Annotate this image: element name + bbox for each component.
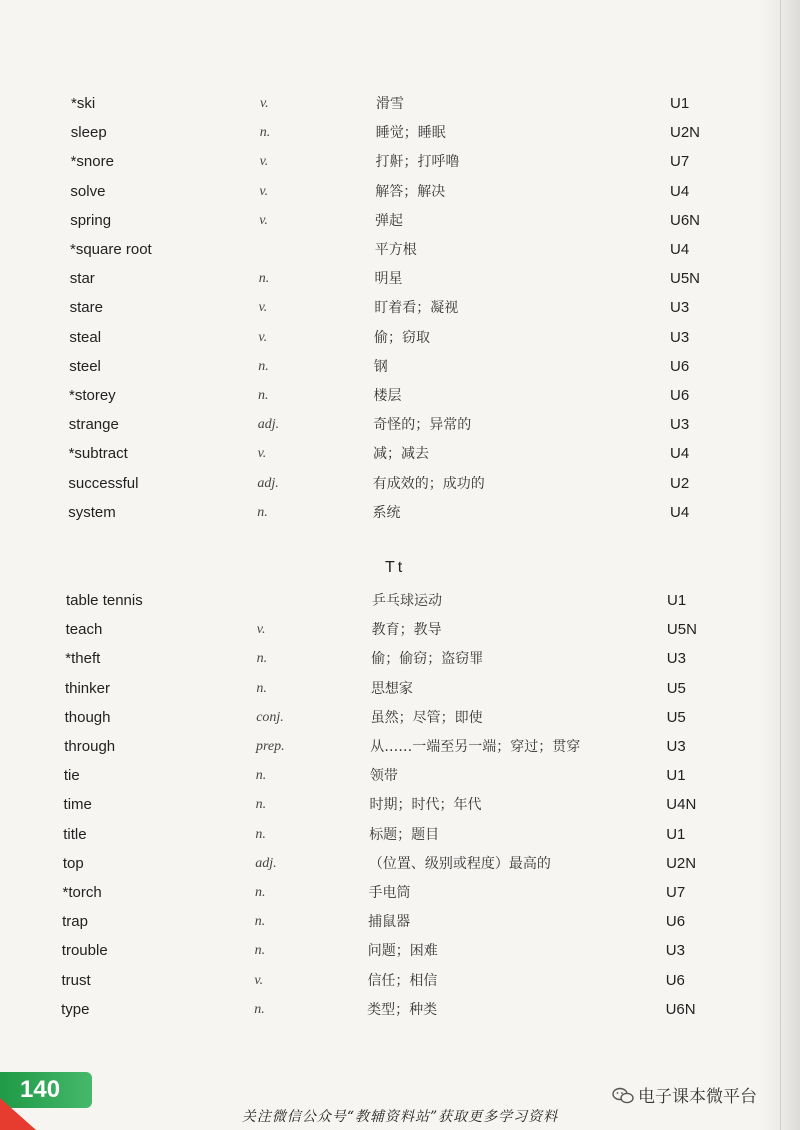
entry-part-of-speech: n. — [255, 797, 267, 813]
entry-unit: U2N — [670, 124, 701, 142]
glossary-entry — [0, 471, 800, 497]
glossary-entry — [0, 909, 800, 935]
glossary-entry — [0, 383, 800, 409]
entry-unit: U6 — [665, 913, 686, 931]
page-number-badge: 140 — [0, 1072, 92, 1108]
watermark — [612, 1082, 757, 1107]
entry-meaning: （位置、级别或程度）最高的 — [368, 855, 551, 872]
entry-word: table tennis — [66, 592, 143, 609]
entry-unit: U7 — [670, 153, 690, 171]
entry-part-of-speech: n. — [258, 358, 269, 374]
glossary-entry — [0, 734, 800, 760]
glossary-entry — [0, 354, 800, 380]
entry-meaning: 手电筒 — [368, 885, 411, 901]
entry-word: *subtract — [68, 445, 128, 463]
entry-word: through — [64, 738, 116, 755]
entry-part-of-speech: conj. — [256, 709, 284, 725]
entry-meaning: 问题；困难 — [367, 943, 438, 960]
entry-unit: U6N — [665, 1000, 696, 1018]
entry-word: solve — [70, 182, 106, 200]
entry-word: thinker — [64, 679, 110, 697]
entry-unit: U6 — [670, 387, 690, 404]
glossary-entry — [0, 325, 800, 351]
glossary-entry — [0, 588, 800, 614]
entry-meaning: 乒乓球运动 — [372, 593, 442, 609]
entry-part-of-speech: adj. — [257, 475, 279, 491]
entry-word: system — [68, 503, 116, 521]
entry-part-of-speech: prep. — [256, 739, 285, 754]
entry-unit: U6 — [665, 971, 685, 989]
entry-unit: U4 — [670, 182, 690, 200]
entry-part-of-speech: v. — [257, 446, 267, 462]
glossary-entry — [0, 705, 800, 731]
entry-unit: U1 — [666, 767, 686, 785]
entry-meaning: 偷；偷窃；盗窃罪 — [371, 651, 484, 668]
entry-word: steal — [69, 328, 102, 346]
entry-unit: U1 — [666, 825, 686, 843]
entry-word: *square root — [70, 241, 152, 258]
entry-unit: U3 — [670, 416, 690, 434]
entry-part-of-speech: n. — [255, 768, 267, 784]
glossary-entry — [0, 120, 800, 146]
glossary-entry — [0, 792, 800, 818]
entry-unit: U7 — [666, 884, 686, 901]
entry-meaning: 类型；种类 — [367, 1001, 438, 1018]
entry-part-of-speech: n. — [258, 388, 269, 403]
entry-meaning: 领带 — [369, 768, 398, 785]
entry-word: teach — [65, 621, 103, 639]
entry-unit: U6N — [670, 211, 701, 229]
entry-part-of-speech: v. — [260, 96, 269, 111]
entry-meaning: 明星 — [374, 271, 403, 288]
entry-meaning: 捕鼠器 — [368, 914, 411, 931]
entry-part-of-speech: n. — [256, 680, 267, 696]
entry-unit: U5N — [666, 621, 697, 639]
entry-word: successful — [68, 474, 139, 492]
wechat-icon — [612, 1087, 634, 1105]
entry-word: top — [62, 854, 84, 872]
entry-part-of-speech: n. — [258, 271, 270, 287]
entry-part-of-speech: n. — [254, 914, 266, 930]
entry-word: *theft — [65, 650, 101, 668]
glossary-entry — [0, 822, 800, 848]
entry-unit: U3 — [665, 942, 685, 960]
entry-part-of-speech: n. — [254, 943, 266, 959]
entry-word: tie — [63, 767, 80, 785]
entry-word: spring — [70, 211, 112, 229]
entry-unit: U5N — [670, 270, 701, 288]
entry-meaning: 偷；窃取 — [374, 329, 430, 346]
entry-meaning: 解答；解决 — [375, 183, 446, 200]
entry-meaning: 盯着看；凝视 — [374, 300, 459, 317]
entry-unit: U3 — [670, 299, 690, 317]
entry-unit: U4 — [670, 503, 690, 521]
entry-meaning: 系统 — [372, 504, 401, 521]
entry-word: *storey — [69, 387, 116, 404]
watermark-text: 电子课本微平台 — [638, 1087, 757, 1107]
glossary-entry — [0, 295, 800, 321]
entry-meaning: 弹起 — [375, 212, 403, 229]
glossary-entry — [0, 266, 800, 292]
entry-unit: U3 — [670, 328, 690, 346]
entry-word: *torch — [62, 884, 102, 901]
entry-word: steel — [69, 357, 101, 375]
entry-unit: U2N — [666, 854, 697, 872]
glossary-entry — [0, 441, 800, 467]
entry-part-of-speech: v. — [259, 183, 269, 199]
glossary-entry — [0, 208, 800, 234]
entry-unit: U1 — [670, 95, 690, 112]
entry-meaning: 打鼾；打呼噜 — [375, 154, 460, 171]
entry-unit: U3 — [666, 650, 686, 668]
entry-word: though — [64, 708, 111, 726]
entry-word: star — [69, 270, 95, 288]
entry-meaning: 平方根 — [374, 242, 417, 258]
entry-meaning: 标题；题目 — [369, 826, 440, 843]
entry-meaning: 减；减去 — [373, 446, 429, 463]
entry-unit: U4 — [670, 445, 690, 463]
glossary-entry — [0, 91, 800, 117]
glossary-entry — [0, 149, 800, 175]
entry-part-of-speech: n. — [255, 885, 266, 900]
entry-part-of-speech: v. — [254, 972, 264, 988]
glossary-entry — [0, 968, 800, 994]
glossary-entry — [0, 237, 800, 263]
entry-meaning: 教育；教导 — [371, 622, 442, 639]
entry-part-of-speech: v. — [259, 212, 268, 228]
entry-part-of-speech: adj. — [255, 855, 277, 871]
glossary-entry — [0, 500, 800, 526]
entry-unit: U5 — [666, 679, 686, 697]
entry-word: sleep — [70, 124, 107, 142]
entry-word: type — [61, 1000, 90, 1018]
section-heading: Tt — [385, 559, 406, 576]
entry-word: stare — [69, 299, 103, 317]
entry-part-of-speech: adj. — [257, 417, 280, 433]
entry-word: time — [63, 796, 92, 814]
glossary-entry — [0, 617, 800, 643]
entry-unit: U4 — [670, 241, 690, 258]
glossary-entry — [0, 676, 800, 702]
entry-part-of-speech: n. — [255, 826, 266, 842]
entry-part-of-speech: v. — [256, 622, 266, 638]
entry-meaning: 时期；时代；年代 — [369, 797, 482, 814]
entry-word: trust — [61, 971, 91, 989]
entry-word: *snore — [70, 153, 114, 171]
entry-word: strange — [68, 416, 119, 434]
entry-meaning: 奇怪的；异常的 — [373, 417, 472, 434]
entry-word: trouble — [61, 942, 108, 960]
glossary-entry — [0, 997, 800, 1023]
glossary-entry — [0, 880, 800, 906]
entry-meaning: 楼层 — [373, 388, 402, 404]
glossary-entry — [0, 851, 800, 877]
entry-part-of-speech: v. — [258, 300, 268, 316]
entry-meaning: 信任；相信 — [367, 972, 438, 989]
entry-word: trap — [62, 913, 88, 931]
entry-unit: U5 — [666, 708, 686, 726]
entry-word: *ski — [71, 95, 96, 112]
entry-word: title — [63, 825, 87, 843]
glossary-entry — [0, 412, 800, 438]
entry-unit: U3 — [666, 738, 686, 755]
glossary-entry — [0, 179, 800, 205]
entry-part-of-speech: n. — [259, 125, 271, 141]
entry-part-of-speech: n. — [256, 651, 268, 667]
entry-meaning: 有成效的；成功的 — [372, 475, 485, 492]
entry-meaning: 虽然；尽管；即使 — [370, 709, 483, 726]
entry-part-of-speech: n. — [254, 1001, 265, 1017]
footer-note: 关注微信公众号“教辅资料站”获取更多学习资料 — [241, 1109, 559, 1125]
glossary-entry — [0, 646, 800, 672]
entry-meaning: 思想家 — [370, 680, 413, 697]
entry-part-of-speech: v. — [258, 329, 268, 345]
entry-meaning: 滑雪 — [376, 96, 404, 112]
entry-meaning: 睡觉；睡眠 — [375, 125, 446, 142]
entry-unit: U6 — [670, 357, 690, 375]
entry-part-of-speech: v. — [259, 154, 269, 170]
entry-unit: U4N — [666, 796, 697, 814]
glossary-entry — [0, 938, 800, 964]
entry-meaning: 钢 — [373, 358, 388, 375]
entry-meaning: 从……一端至另一端；穿过；贯穿 — [370, 739, 581, 755]
entry-unit: U2 — [670, 474, 690, 492]
entry-unit: U1 — [667, 592, 687, 609]
glossary-entry — [0, 763, 800, 789]
entry-part-of-speech: n. — [257, 504, 268, 520]
